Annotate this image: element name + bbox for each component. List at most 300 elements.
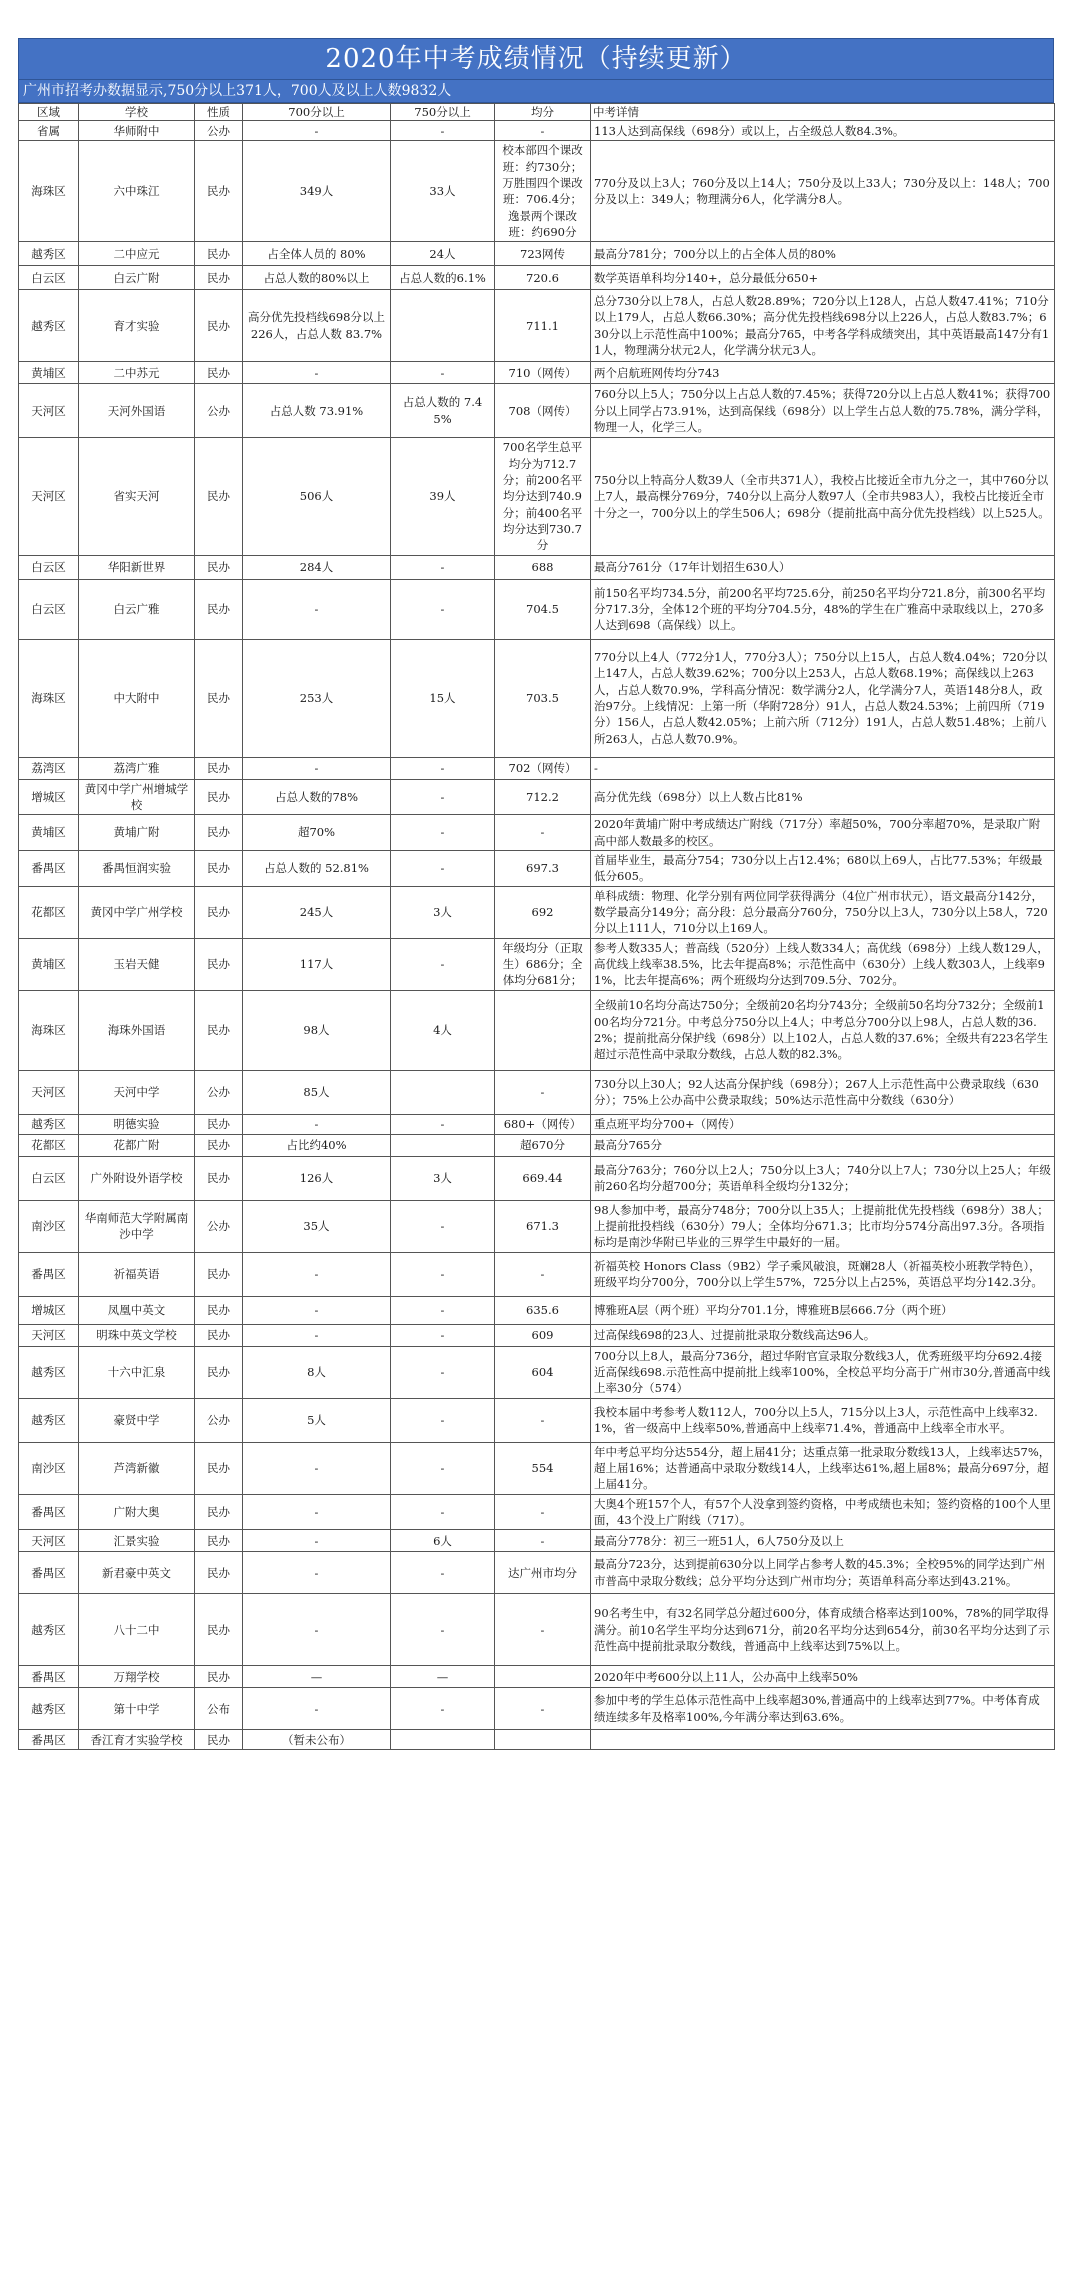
- cell-area: 白云区: [19, 579, 79, 639]
- col-header-nature: 性质: [195, 104, 243, 121]
- cell-avg: -: [495, 121, 591, 141]
- cell-700: 126人: [243, 1156, 391, 1200]
- cell-750: 39人: [391, 438, 495, 555]
- cell-700: -: [243, 1530, 391, 1552]
- cell-detail: 2020年中考600分以上11人，公办高中上线率50%: [591, 1666, 1055, 1688]
- cell-area: 增城区: [19, 1296, 79, 1324]
- cell-detail: 高分优先线（698分）以上人数占比81%: [591, 779, 1055, 815]
- cell-area: 黄埔区: [19, 362, 79, 384]
- cell-area: 越秀区: [19, 1346, 79, 1398]
- cell-area: 南沙区: [19, 1442, 79, 1494]
- cell-detail: 770分以上4人（772分1人，770分3人）；750分以上15人，占总人数4.04%；720分以上147人，占总人数39.62%；700分以上253人，占总人数68.19%；高保线以上263人，占总人数70.9%，学科高分情况：数学满分2人，化学满分7人，英语148分8人，政治97分。上线情况：上第一所（华附728分）91人，占总人数24.53%；上前四所（719分）156人，占总人数42.05%；上前六所（712分）191人，占总人数51.48%；上前八所263人，占总人数70.9%。: [591, 639, 1055, 757]
- cell-750: -: [391, 938, 495, 990]
- table-row: [19, 1552, 1055, 1594]
- cell-nature: 公办: [195, 121, 243, 141]
- cell-750: -: [391, 779, 495, 815]
- table-row: [19, 639, 1055, 757]
- cell-750: -: [391, 757, 495, 779]
- cell-detail: 首届毕业生，最高分754；730分以上占12.4%；680以上69人，占比77.53%；年级最低分605。: [591, 850, 1055, 886]
- cell-700: -: [243, 362, 391, 384]
- cell-avg: 710（网传）: [495, 362, 591, 384]
- cell-nature: 民办: [195, 1442, 243, 1494]
- cell-avg: 609: [495, 1324, 591, 1346]
- cell-school: 华师附中: [79, 121, 195, 141]
- cell-avg: 692: [495, 886, 591, 938]
- cell-750: -: [391, 1200, 495, 1252]
- cell-area: 天河区: [19, 1070, 79, 1114]
- cell-detail: 祈福英校 Honors Class（9B2）学子乘风破浪，斑斓28人（祈福英校小班教学特色），班级平均分700分，700分以上学生57%，725分以上占25%，英语总平均分142.3分。: [591, 1252, 1055, 1296]
- cell-nature: 民办: [195, 438, 243, 555]
- cell-area: 花都区: [19, 886, 79, 938]
- cell-detail: 760分以上5人；750分以上占总人数的7.45%；获得720分以上占总人数41%；获得700分以上同学占73.91%，达到高保线（698分）以上学生占总人数的75.78%，满分学科，物理一人，化学三人。: [591, 384, 1055, 438]
- cell-avg: -: [495, 1398, 591, 1442]
- cell-nature: 民办: [195, 1730, 243, 1750]
- cell-nature: 民办: [195, 938, 243, 990]
- cell-nature: 公办: [195, 1070, 243, 1114]
- cell-700: 8人: [243, 1346, 391, 1398]
- cell-750: -: [391, 1252, 495, 1296]
- cell-detail: -: [591, 757, 1055, 779]
- cell-school: 二中应元: [79, 242, 195, 266]
- cell-nature: 民办: [195, 579, 243, 639]
- table-row: [19, 555, 1055, 579]
- cell-area: 番禺区: [19, 1252, 79, 1296]
- cell-school: 二中苏元: [79, 362, 195, 384]
- table-row: [19, 886, 1055, 938]
- cell-700: 高分优先投档线698分以上226人，占总人数 83.7%: [243, 290, 391, 362]
- cell-750: -: [391, 555, 495, 579]
- cell-750: 6人: [391, 1530, 495, 1552]
- sheet-subtitle: 广州市招考办数据显示,750分以上371人，700人及以上人数9832人: [18, 80, 1054, 103]
- cell-nature: 民办: [195, 1530, 243, 1552]
- cell-area: 天河区: [19, 384, 79, 438]
- cell-750: 33人: [391, 141, 495, 242]
- cell-700: —: [243, 1666, 391, 1688]
- cell-750: -: [391, 1494, 495, 1530]
- cell-750: -: [391, 815, 495, 851]
- cell-school: 花都广附: [79, 1134, 195, 1156]
- cell-avg: [495, 990, 591, 1070]
- cell-700: 5人: [243, 1398, 391, 1442]
- cell-700: -: [243, 1324, 391, 1346]
- col-header-avg: 均分: [495, 104, 591, 121]
- cell-nature: 民办: [195, 1552, 243, 1594]
- cell-school: 番禺恒润实验: [79, 850, 195, 886]
- cell-area: 越秀区: [19, 242, 79, 266]
- cell-750: -: [391, 1114, 495, 1134]
- cell-area: 白云区: [19, 555, 79, 579]
- cell-area: 海珠区: [19, 990, 79, 1070]
- col-header-school: 学校: [79, 104, 195, 121]
- table-row: [19, 1252, 1055, 1296]
- cell-avg: 700名学生总平均分为712.7分；前200名平均分达到740.9分；前400名平均分达到730.7分: [495, 438, 591, 555]
- cell-avg: [495, 1666, 591, 1688]
- cell-700: 349人: [243, 141, 391, 242]
- cell-750: [391, 290, 495, 362]
- cell-700: 占比约40%: [243, 1134, 391, 1156]
- cell-750: [391, 1730, 495, 1750]
- cell-avg: 711.1: [495, 290, 591, 362]
- cell-nature: 民办: [195, 990, 243, 1070]
- cell-school: 广外附设外语学校: [79, 1156, 195, 1200]
- cell-750: [391, 1134, 495, 1156]
- cell-detail: 数学英语单科均分140+，总分最低分650+: [591, 266, 1055, 290]
- cell-700: -: [243, 121, 391, 141]
- cell-school: 芦湾新徽: [79, 1442, 195, 1494]
- cell-area: 南沙区: [19, 1200, 79, 1252]
- cell-school: 八十二中: [79, 1594, 195, 1666]
- cell-nature: 公办: [195, 384, 243, 438]
- cell-nature: 民办: [195, 850, 243, 886]
- cell-nature: 民办: [195, 1134, 243, 1156]
- cell-school: 白云广附: [79, 266, 195, 290]
- cell-school: 中大附中: [79, 639, 195, 757]
- cell-area: 海珠区: [19, 141, 79, 242]
- cell-school: 黄埔广附: [79, 815, 195, 851]
- cell-avg: 708（网传）: [495, 384, 591, 438]
- cell-detail: 730分以上30人；92人达高分保护线（698分）；267人上示范性高中公费录取线（630分）；75%上公办高中公费录取线；50%达示范性高中分数线（630分）: [591, 1070, 1055, 1114]
- table-row: [19, 938, 1055, 990]
- score-sheet: [18, 38, 1054, 1750]
- cell-750: -: [391, 1688, 495, 1730]
- cell-750: 24人: [391, 242, 495, 266]
- table-row: [19, 384, 1055, 438]
- cell-school: 十六中汇泉: [79, 1346, 195, 1398]
- table-row: [19, 815, 1055, 851]
- cell-700: 超70%: [243, 815, 391, 851]
- table-row: [19, 290, 1055, 362]
- cell-school: 华阳新世界: [79, 555, 195, 579]
- cell-area: 天河区: [19, 438, 79, 555]
- cell-detail: 2020年黄埔广附中考成绩达广附线（717分）率超50%，700分率超70%，是录取广附高中部人数最多的校区。: [591, 815, 1055, 851]
- cell-avg: 年级均分（正取生）686分；全体均分681分；: [495, 938, 591, 990]
- cell-school: 第十中学: [79, 1688, 195, 1730]
- cell-detail: 最高分723分，达到提前630分以上同学占参考人数的45.3%；全校95%的同学达到广州市普高中录取分数线；总分平均分达到广州市均分；英语单科高分率达到43.21%。: [591, 1552, 1055, 1594]
- cell-area: 越秀区: [19, 1594, 79, 1666]
- table-row: [19, 1442, 1055, 1494]
- table-row: [19, 990, 1055, 1070]
- cell-750: -: [391, 1442, 495, 1494]
- cell-700: -: [243, 1594, 391, 1666]
- table-row: [19, 266, 1055, 290]
- cell-detail: 全级前10名均分高达750分；全级前20名均分743分；全级前50名均分732分；全级前100名均分721分。中考总分750分以上4人；中考总分700分以上98人，占总人数的36.2%；提前批高分保护线（698分）以上102人，占总人数的37.6%；全级共有223名学生超过示范性高中录取分数线，占总人数的82.3%。: [591, 990, 1055, 1070]
- cell-school: 六中珠江: [79, 141, 195, 242]
- cell-750: -: [391, 1324, 495, 1346]
- cell-area: 越秀区: [19, 1688, 79, 1730]
- cell-area: 黄埔区: [19, 938, 79, 990]
- cell-avg: 604: [495, 1346, 591, 1398]
- cell-nature: 民办: [195, 1252, 243, 1296]
- cell-nature: 民办: [195, 290, 243, 362]
- cell-nature: 民办: [195, 815, 243, 851]
- cell-avg: 703.5: [495, 639, 591, 757]
- cell-detail: 最高分765分: [591, 1134, 1055, 1156]
- cell-school: 天河外国语: [79, 384, 195, 438]
- cell-nature: 民办: [195, 555, 243, 579]
- score-table: [18, 103, 1055, 1750]
- table-row: [19, 438, 1055, 555]
- cell-750: -: [391, 1594, 495, 1666]
- cell-area: 海珠区: [19, 639, 79, 757]
- cell-nature: 民办: [195, 1594, 243, 1666]
- cell-area: 番禺区: [19, 1494, 79, 1530]
- cell-750: —: [391, 1666, 495, 1688]
- cell-detail: 最高分778分：初三一班51人，6人750分及以上: [591, 1530, 1055, 1552]
- cell-700: -: [243, 757, 391, 779]
- cell-detail: 年中考总平均分达554分，超上届41分；达重点第一批录取分数线13人，上线率达57%，超上届16%；达普通高中录取分数线14人，上线率达61%,超上届8%；最高分697分，超上届41分。: [591, 1442, 1055, 1494]
- cell-avg: 720.6: [495, 266, 591, 290]
- cell-school: 豪贤中学: [79, 1398, 195, 1442]
- cell-school: 黄冈中学广州学校: [79, 886, 195, 938]
- cell-750: 3人: [391, 886, 495, 938]
- cell-school: 白云广雅: [79, 579, 195, 639]
- cell-750: 占总人数的6.1%: [391, 266, 495, 290]
- cell-detail: 单科成绩：物理、化学分别有两位同学获得满分（4位广州市状元），语文最高分142分，数学最高分149分；高分段：总分最高分760分，750分以上3人，730分以上58人，720分以上111人，710分以上169人。: [591, 886, 1055, 938]
- table-row: [19, 141, 1055, 242]
- cell-750: -: [391, 850, 495, 886]
- cell-avg: 554: [495, 1442, 591, 1494]
- cell-detail: 最高分761分（17年计划招生630人）: [591, 555, 1055, 579]
- cell-nature: 民办: [195, 1324, 243, 1346]
- table-row: [19, 1156, 1055, 1200]
- cell-nature: 民办: [195, 886, 243, 938]
- cell-school: 广附大奥: [79, 1494, 195, 1530]
- cell-700: 506人: [243, 438, 391, 555]
- cell-avg: 635.6: [495, 1296, 591, 1324]
- cell-700: 占总人数的80%以上: [243, 266, 391, 290]
- table-row: [19, 1530, 1055, 1552]
- cell-avg: 702（网传）: [495, 757, 591, 779]
- col-header-700: 700分以上: [243, 104, 391, 121]
- cell-school: 万翔学校: [79, 1666, 195, 1688]
- col-header-detail: 中考详情: [591, 104, 1055, 121]
- table-row: [19, 1324, 1055, 1346]
- cell-700: -: [243, 1688, 391, 1730]
- cell-area: 番禺区: [19, 1730, 79, 1750]
- cell-750: 15人: [391, 639, 495, 757]
- cell-avg: -: [495, 1530, 591, 1552]
- cell-school: 新君豪中英文: [79, 1552, 195, 1594]
- cell-detail: 前150名平均734.5分，前200名平均725.6分，前250名平均分721.8分，前300名平均分717.3分，全体12个班的平均分704.5分，48%的学生在广雅高中录取线以上，270多人达到698（高保线）以上。: [591, 579, 1055, 639]
- cell-avg: -: [495, 1494, 591, 1530]
- cell-area: 天河区: [19, 1530, 79, 1552]
- cell-school: 玉岩天健: [79, 938, 195, 990]
- cell-750: -: [391, 121, 495, 141]
- cell-detail: 参考人数335人；普高线（520分）上线人数334人；高优线（698分）上线人数129人，高优线上线率38.5%，比去年提高8%；示范性高中（630分）上线人数303人，上线率91%，比去年提高6%；两个班级均分达到709.5分、702分。: [591, 938, 1055, 990]
- cell-school: 黄冈中学广州增城学校: [79, 779, 195, 815]
- cell-school: 祈福英语: [79, 1252, 195, 1296]
- cell-area: 花都区: [19, 1134, 79, 1156]
- cell-detail: 最高分781分；700分以上的占全体人员的80%: [591, 242, 1055, 266]
- cell-700: 117人: [243, 938, 391, 990]
- cell-avg: -: [495, 1070, 591, 1114]
- cell-detail: 770分及以上3人；760分及以上14人；750分及以上33人；730分及以上：148人；700分及以上：349人；物理满分6人，化学满分8人。: [591, 141, 1055, 242]
- table-row: [19, 579, 1055, 639]
- table-row: [19, 1594, 1055, 1666]
- cell-nature: 民办: [195, 779, 243, 815]
- table-row: [19, 121, 1055, 141]
- cell-area: 荔湾区: [19, 757, 79, 779]
- cell-school: 华南师范大学附属南沙中学: [79, 1200, 195, 1252]
- cell-nature: 民办: [195, 1666, 243, 1688]
- cell-detail: 我校本届中考参考人数112人，700分以上5人，715分以上3人，示范性高中上线率32.1%，省一级高中上线率50%,普通高中上线率71.4%，普通高中上线率全市水平。: [591, 1398, 1055, 1442]
- cell-avg: 697.3: [495, 850, 591, 886]
- cell-avg: 超670分: [495, 1134, 591, 1156]
- cell-700: 85人: [243, 1070, 391, 1114]
- cell-avg: 712.2: [495, 779, 591, 815]
- cell-750: 3人: [391, 1156, 495, 1200]
- cell-detail: 最高分763分；760分以上2人；750分以上3人；740分以上7人；730分以上25人；年级前260名均分超700分；英语单科全级均分132分；: [591, 1156, 1055, 1200]
- cell-700: 占总人数的 52.81%: [243, 850, 391, 886]
- cell-area: 番禺区: [19, 1552, 79, 1594]
- table-row: [19, 1114, 1055, 1134]
- cell-avg: 688: [495, 555, 591, 579]
- cell-area: 白云区: [19, 1156, 79, 1200]
- cell-avg: -: [495, 1252, 591, 1296]
- cell-700: 占总人数 73.91%: [243, 384, 391, 438]
- cell-area: 天河区: [19, 1324, 79, 1346]
- cell-area: 番禺区: [19, 850, 79, 886]
- cell-avg: 达广州市均分: [495, 1552, 591, 1594]
- cell-700: -: [243, 579, 391, 639]
- cell-700: （暂未公布）: [243, 1730, 391, 1750]
- table-row: [19, 1730, 1055, 1750]
- cell-detail: 大奥4个班157个人，有57个人没拿到签约资格，中考成绩也未知；签约资格的100个人里面，43个没上广附线（717）。: [591, 1494, 1055, 1530]
- cell-area: 番禺区: [19, 1666, 79, 1688]
- cell-750: [391, 1070, 495, 1114]
- cell-school: 育才实验: [79, 290, 195, 362]
- cell-nature: 民办: [195, 362, 243, 384]
- cell-detail: 重点班平均分700+（网传）: [591, 1114, 1055, 1134]
- cell-area: 越秀区: [19, 1398, 79, 1442]
- cell-750: 4人: [391, 990, 495, 1070]
- cell-school: 省实天河: [79, 438, 195, 555]
- cell-area: 白云区: [19, 266, 79, 290]
- cell-school: 汇景实验: [79, 1530, 195, 1552]
- cell-detail: 总分730分以上78人，占总人数28.89%；720分以上128人，占总人数47.41%；710分以上179人，占总人数66.30%；高分优先投档线698分以上226人，占总人数83.7%；630分以上示范性高中100%；最高分765，中考各学科成绩突出，其中英语最高147分有11人，物理满分状元2人，化学满分状元3人。: [591, 290, 1055, 362]
- cell-nature: 民办: [195, 639, 243, 757]
- header-row: [19, 104, 1055, 121]
- cell-detail: 参加中考的学生总体示范性高中上线率超30%,普通高中的上线率达到77%。中考体育成绩连续多年及格率100%,今年满分率达到63.6%。: [591, 1688, 1055, 1730]
- cell-700: -: [243, 1252, 391, 1296]
- cell-avg: -: [495, 815, 591, 851]
- table-row: [19, 1398, 1055, 1442]
- cell-area: 越秀区: [19, 1114, 79, 1134]
- cell-avg: 680+（网传）: [495, 1114, 591, 1134]
- cell-avg: 校本部四个课改班：约730分；万胜围四个课改班：706.4分；逸景两个课改班：约690分: [495, 141, 591, 242]
- cell-700: -: [243, 1114, 391, 1134]
- cell-700: -: [243, 1552, 391, 1594]
- table-row: [19, 1070, 1055, 1114]
- cell-750: -: [391, 362, 495, 384]
- cell-nature: 民办: [195, 1346, 243, 1398]
- cell-nature: 民办: [195, 1114, 243, 1134]
- cell-nature: 民办: [195, 1156, 243, 1200]
- cell-700: -: [243, 1494, 391, 1530]
- cell-nature: 民办: [195, 1494, 243, 1530]
- cell-school: 明德实验: [79, 1114, 195, 1134]
- cell-avg: 723网传: [495, 242, 591, 266]
- cell-750: -: [391, 1552, 495, 1594]
- cell-700: 284人: [243, 555, 391, 579]
- cell-750: 占总人数的 7.45%: [391, 384, 495, 438]
- cell-area: 越秀区: [19, 290, 79, 362]
- cell-detail: 90名考生中，有32名同学总分超过600分，体育成绩合格率达到100%，78%的同学取得满分。前10名学生平均分达到671分，前20名平均分达到654分，前30名平均分达到了示范性高中提前批录取分数线，普通高中上线率达到75%以上。: [591, 1594, 1055, 1666]
- cell-750: -: [391, 1398, 495, 1442]
- cell-nature: 公办: [195, 1200, 243, 1252]
- cell-700: 245人: [243, 886, 391, 938]
- cell-700: -: [243, 1442, 391, 1494]
- col-header-area: 区域: [19, 104, 79, 121]
- table-row: [19, 1688, 1055, 1730]
- cell-school: 明珠中英文学校: [79, 1324, 195, 1346]
- cell-school: 荔湾广雅: [79, 757, 195, 779]
- table-row: [19, 1134, 1055, 1156]
- cell-detail: 博雅班A层（两个班）平均分701.1分，博雅班B层666.7分（两个班）: [591, 1296, 1055, 1324]
- sheet-title: 2020年中考成绩情况（持续更新）: [18, 38, 1054, 80]
- table-row: [19, 1666, 1055, 1688]
- cell-avg: 704.5: [495, 579, 591, 639]
- cell-700: 35人: [243, 1200, 391, 1252]
- cell-750: -: [391, 579, 495, 639]
- table-row: [19, 779, 1055, 815]
- table-row: [19, 1296, 1055, 1324]
- cell-detail: 过高保线698的23人、过提前批录取分数线高达96人。: [591, 1324, 1055, 1346]
- cell-700: 占全体人员的 80%: [243, 242, 391, 266]
- cell-detail: 700分以上8人，最高分736分，超过华附官宣录取分数线3人，优秀班级平均分692.4接近高保线698.示范性高中提前批上线率100%，全校总平均分高于广州市30分,普通高中线上率30分（574）: [591, 1346, 1055, 1398]
- cell-detail: 98人参加中考，最高分748分；700分以上35人；上提前批优先投档线（698分）38人；上提前批投档线（630分）79人；全体均分671.3；比市均分574分高出97.3分。各项指标均是南沙华附已毕业的三界学生中最好的一届。: [591, 1200, 1055, 1252]
- cell-detail: [591, 1730, 1055, 1750]
- table-row: [19, 242, 1055, 266]
- cell-detail: 113人达到高保线（698分）或以上，占全级总人数84.3%。: [591, 121, 1055, 141]
- cell-nature: 民办: [195, 141, 243, 242]
- cell-detail: 750分以上特高分人数39人（全市共371人），我校占比接近全市九分之一，其中760分以上7人，最高棵分769分，740分以上高分人数97人（全市共983人），我校占比接近全市十分之一，700分以上的学生506人；698分（提前批高中高分优先投档线）以上525人。: [591, 438, 1055, 555]
- cell-area: 增城区: [19, 779, 79, 815]
- cell-700: 占总人数的78%: [243, 779, 391, 815]
- cell-nature: 民办: [195, 242, 243, 266]
- cell-school: 凤凰中英文: [79, 1296, 195, 1324]
- cell-school: 天河中学: [79, 1070, 195, 1114]
- cell-school: 海珠外国语: [79, 990, 195, 1070]
- table-row: [19, 757, 1055, 779]
- cell-nature: 公办: [195, 1398, 243, 1442]
- cell-avg: 669.44: [495, 1156, 591, 1200]
- cell-nature: 民办: [195, 266, 243, 290]
- cell-avg: [495, 1730, 591, 1750]
- table-row: [19, 850, 1055, 886]
- cell-area: 黄埔区: [19, 815, 79, 851]
- cell-avg: -: [495, 1594, 591, 1666]
- cell-avg: -: [495, 1688, 591, 1730]
- col-header-750: 750分以上: [391, 104, 495, 121]
- cell-avg: 671.3: [495, 1200, 591, 1252]
- cell-school: 香江育才实验学校: [79, 1730, 195, 1750]
- table-row: [19, 1200, 1055, 1252]
- cell-750: -: [391, 1346, 495, 1398]
- cell-nature: 民办: [195, 1296, 243, 1324]
- cell-700: 98人: [243, 990, 391, 1070]
- table-row: [19, 1494, 1055, 1530]
- cell-700: -: [243, 1296, 391, 1324]
- cell-detail: 两个启航班网传均分743: [591, 362, 1055, 384]
- cell-700: 253人: [243, 639, 391, 757]
- cell-nature: 民办: [195, 757, 243, 779]
- table-row: [19, 362, 1055, 384]
- table-row: [19, 1346, 1055, 1398]
- cell-750: -: [391, 1296, 495, 1324]
- cell-nature: 公布: [195, 1688, 243, 1730]
- cell-area: 省属: [19, 121, 79, 141]
